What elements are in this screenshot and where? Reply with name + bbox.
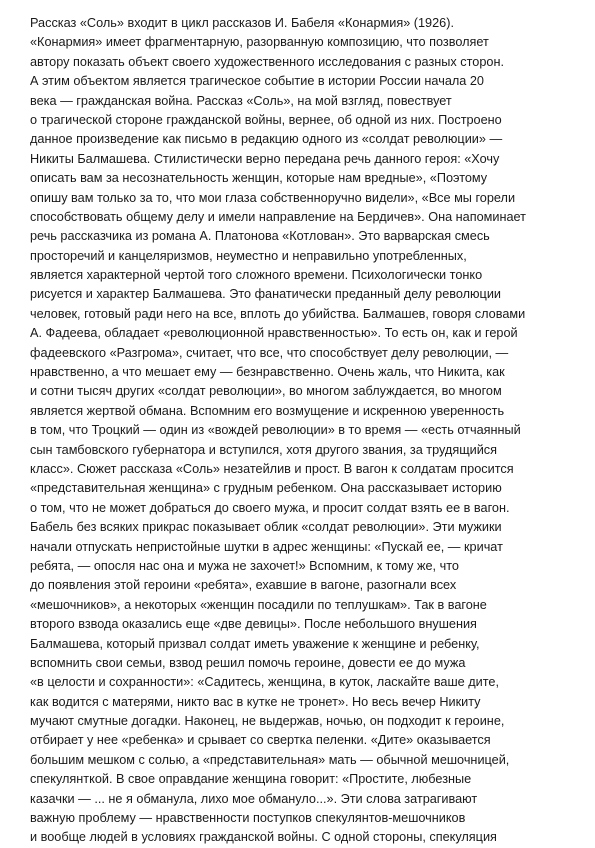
text-line: о трагической стороне гражданской войны, вернее, об одной из них. Построено (30, 112, 502, 127)
text-line: Никиты Балмашева. Стилистически верно передана речь данного героя: «Хочу (30, 151, 500, 166)
text-line: данное произведение как письмо в редакцию одного из «солдат революции» — (30, 132, 503, 147)
text-line: рисуется и характер Балмашева. Это фанатически преданный делу революции (30, 287, 501, 302)
text-line: большим мешком с солью, а «представительная» мать — обычной мешочницей, (30, 752, 510, 767)
text-line: второго взвода оказались еще «две девицы». После небольшого внушения (30, 617, 477, 632)
text-line: нравственно, а что мешает ему — безнравственно. Очень жаль, что Никита, как (30, 365, 505, 380)
text-line: отбирает у нее «ребенка» и срывает со свертка пеленки. «Дите» оказывается (30, 733, 491, 748)
text-line: «Конармия» имеет фрагментарную, разорванную композицию, что позволяет (30, 35, 489, 50)
text-line: сын тамбовского губернатора и вступился, хотя другого звания, за трудящийся (30, 442, 498, 457)
essay-text (30, 14, 575, 848)
text-line: вспомнить свои семьи, взвод решил помочь героине, довести ее до мужа (30, 655, 466, 670)
text-line: Бабель без всяких прикрас показывает облик «солдат революции». Эти мужики (30, 520, 502, 535)
text-line: человек, готовый ради него на все, вплоть до убийства. Балмашев, говоря словами (30, 306, 526, 321)
text-line: А этим объектом является трагическое событие в истории России начала 20 (30, 74, 484, 89)
text-line: важную проблему — нравственности поступков спекулянтов-мешочников (30, 811, 466, 826)
text-line: Рассказ «Соль» входит в цикл рассказов И. Бабеля «Конармия» (1926). (30, 16, 454, 30)
text-line: Балмашева, который призвал солдат иметь уважение к женщине и ребенку, (30, 636, 480, 651)
text-line: и сотни тысяч других «солдат революции», во многом заблуждается, во многом (30, 384, 502, 399)
text-line: века — гражданская война. Рассказ «Соль», на мой взгляд, повествует (30, 93, 452, 108)
text-line: и вообще людей в условиях гражданской войны. С одной стороны, спекуляция (30, 830, 497, 845)
text-line: ребята, — опосля нас она и мужа не захочет!» Вспомним, к тому же, что (30, 558, 459, 573)
text-line: начали отпускать непристойные шутки в адрес женщины: «Пускай ее, — кричат (30, 539, 503, 554)
text-line: мучают смутные догадки. Наконец, не выдержав, ночью, он подходит к героине, (30, 714, 505, 729)
text-line: в том, что Троцкий — один из «вождей революции» в то время — «есть отчаянный (30, 423, 521, 438)
text-line: речь рассказчика из романа А. Платонова «Котлован». Это варварская смесь (30, 229, 490, 244)
text-line: опишу вам только за то, что мои глаза собственноручно видели», «Все мы горели (30, 190, 516, 205)
text-line: «мешочников», а некоторых «женщин посадили по теплушкам». Так в вагоне (30, 597, 487, 612)
text-line: А. Фадеева, обладает «революционной нравственностью». То есть он, как и герой (30, 326, 518, 341)
text-line: «представительная женщина» с грудным ребенком. Она рассказывает историю (30, 481, 502, 496)
text-line: является характерной чертой того сложного времени. Психологически тонко (30, 268, 483, 283)
text-line: способствовать общему делу и имели направление на Бердичев». Она напоминает (30, 209, 526, 224)
text-line: «в целости и сохранности»: «Садитесь, женщина, в куток, ласкайте ваше дите, (30, 675, 499, 690)
text-line: фадеевского «Разгрома», считает, что все, что способствует делу революции, — (30, 345, 509, 360)
text-line: как водится с матерями, никто вас в кутке не тронет». Но весь вечер Никиту (30, 694, 481, 709)
text-line: автору показать объект своего художественного исследования с разных сторон. (30, 54, 504, 69)
text-line: класс». Сюжет рассказа «Соль» незатейлив и прост. В вагон к солдатам просится (30, 461, 514, 476)
text-line: казачки — ... не я обманула, лихо мое обмануло...». Эти слова затрагивают (30, 791, 478, 806)
text-line: описать вам за несознательность женщин, которые нам вредные», «Поэтому (30, 171, 488, 186)
text-line: просторечий и канцеляризмов, неуместно и неправильно употребленных, (30, 248, 467, 263)
text-line: спекулянткой. В свое оправдание женщина говорит: «Простите, любезные (30, 772, 472, 787)
text-line: до появления этой героини «ребята», ехавшие в вагоне, разогнали всех (30, 578, 457, 593)
text-line: о том, что не может добраться до своего мужа, и просит солдат взять ее в вагон. (30, 500, 510, 515)
text-line: является жертвой обмана. Вспомним его возмущение и искренною уверенность (30, 403, 505, 418)
